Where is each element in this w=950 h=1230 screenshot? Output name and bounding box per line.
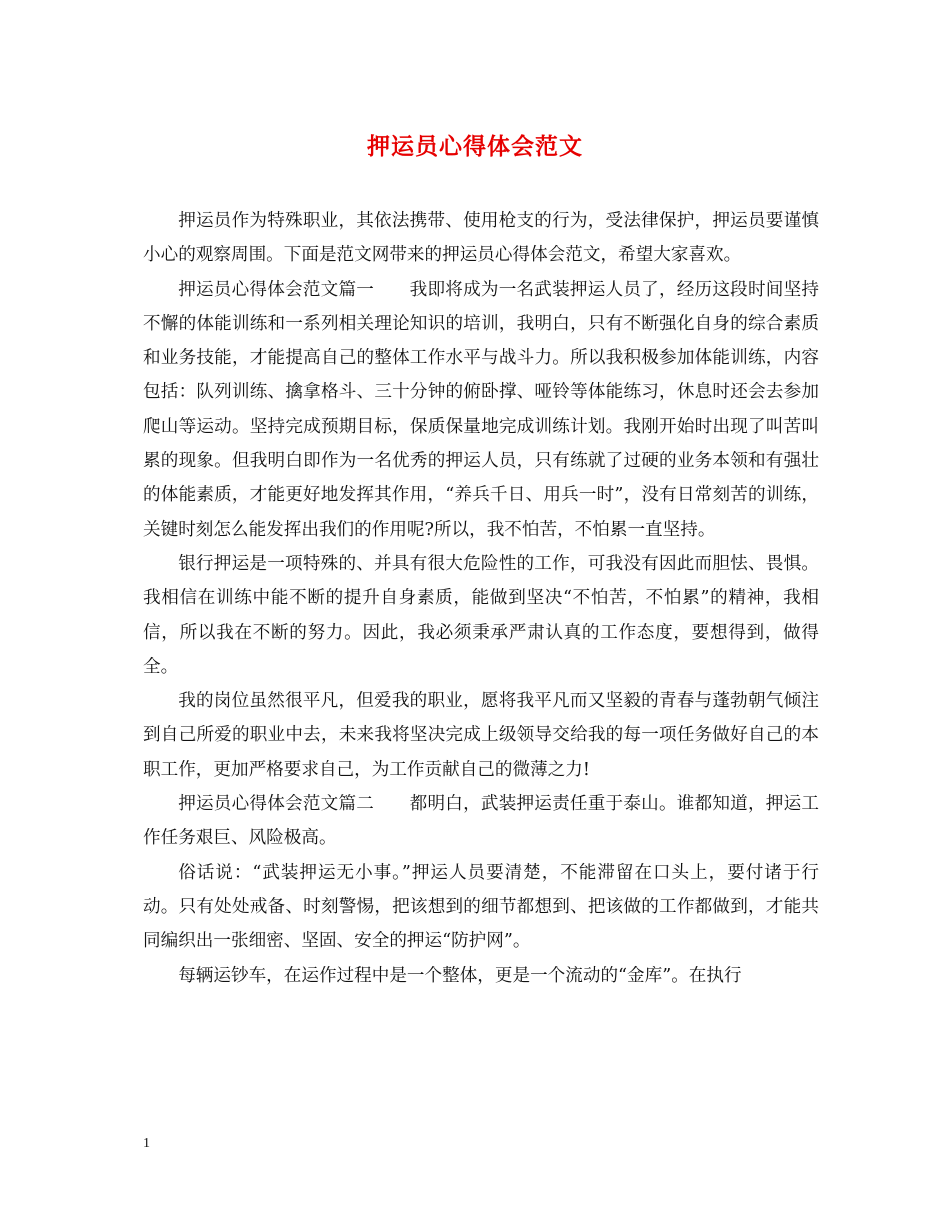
paragraph-cash-truck: 每辆运钞车，在运作过程中是一个整体，更是一个流动的“金库”。在执行 [178, 965, 742, 986]
page-number: 1 [143, 1136, 150, 1151]
paragraph-proverb: 俗话说：“武装押运无小事。”押运人员要清楚，不能滞留在口头上，要付诸于行动。只有处处戒备、时刻警惕，把该想到的细节都想到、把该做的工作都做到，才能共同编织出一张细密、坚固、安全的押运“防护网”。 [143, 862, 819, 952]
paragraph-intro: 押运员作为特殊职业，其依法携带、使用枪支的行为，受法律保护，押运员要谨慎小心的观察周围。下面是范文网带来的押运员心得体会范文，希望大家喜欢。 [143, 211, 819, 266]
document-title: 押运员心得体会范文 [367, 133, 583, 160]
paragraph-essay-two: 押运员心得体会范文篇二 都明白，武装押运责任重于泰山。谁都知道，押运工作任务艰巨、风险极高。 [143, 794, 819, 849]
paragraph-bank-escort: 银行押运是一项特殊的、并具有很大危险性的工作，可我没有因此而胆怯、畏惧。我相信在训练中能不断的提升自身素质，能做到坚决“不怕苦，不怕累”的精神，我相信，所以我在不断的努力。因此，我必须秉承严肃认真的工作态度，要想得到，做得全。 [143, 553, 819, 677]
paragraph-essay-one: 押运员心得体会范文篇一 我即将成为一名武装押运人员了，经历这段时间坚持不懈的体能训练和一系列相关理论知识的培训，我明白，只有不断强化自身的综合素质和业务技能，才能提高自己的整体工作水平与战斗力。所以我积极参加体能训练，内容包括：队列训练、擒拿格斗、三十分钟的俯卧撑、哑铃等体能练习，休息时还会去参加爬山等运动。坚持完成预期目标，保质保量地完成训练计划。我刚开始时出现了叫苦叫累的现象。但我明白即作为一名优秀的押运人员，只有练就了过硬的业务本领和有强壮的体能素质，才能更好地发挥其作用，“养兵千日、用兵一时”，没有日常刻苦的训练，关键时刻怎么能发挥出我们的作用呢?所以，我不怕苦，不怕累一直坚持。 [143, 279, 819, 540]
document-body [143, 204, 819, 993]
paragraph-my-post: 我的岗位虽然很平凡，但爱我的职业，愿将我平凡而又坚毅的青春与蓬勃朝气倾注到自己所爱的职业中去，未来我将坚决完成上级领导交给我的每一项任务做好自己的本职工作，更加严格要求自己，为工作贡献自己的微薄之力! [143, 691, 819, 780]
